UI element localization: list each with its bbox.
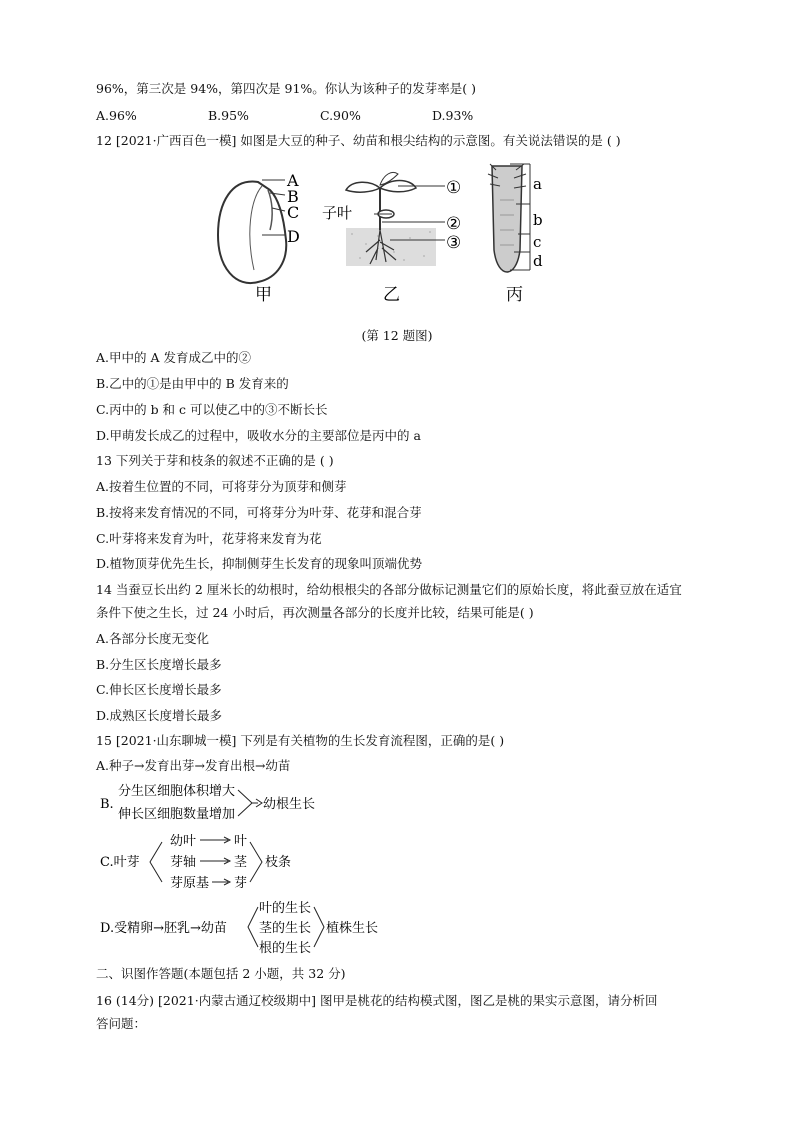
seedling-label-ziye: 子叶 (322, 204, 353, 222)
q11-tail: 96%，第三次是 94%，第四次是 91%。你认为该种子的发芽率是( ) (96, 81, 477, 96)
seed-label-b: B (287, 187, 299, 206)
flow-c-prefix: C.叶芽 (100, 855, 140, 870)
q13-option-c: C.叶芽将来发育为叶，花芽将来发育为花 (96, 531, 322, 546)
option-b: B.95% (207, 108, 249, 123)
q14-option-d: D.成熟区长度增长最多 (96, 708, 223, 723)
q14-option-b: B.分生区长度增长最多 (96, 657, 222, 672)
figure-yi-label: 乙 (383, 285, 400, 305)
root-label-d: d (533, 252, 543, 270)
q15-option-b-flow (100, 778, 360, 828)
seedling-label-1: ① (446, 178, 462, 198)
flow-b-top: 分生区细胞体积增大 (118, 784, 236, 799)
q12-option-c: C.丙中的 b 和 c 可以使乙中的③不断长长 (96, 402, 328, 417)
q12-figure (0, 160, 794, 330)
option-d: D.93% (431, 108, 474, 123)
q15-stem: 15 [2021·山东聊城一模] 下列是有关植物的生长发育流程图，正确的是( ) (96, 733, 505, 748)
seedling-diagram (346, 172, 445, 266)
seedling-label-3: ③ (446, 233, 462, 253)
q13-option-a: A.按着生位置的不同，可将芽分为顶芽和侧芽 (96, 479, 347, 494)
flow-d-mid-1: 叶的生长 (259, 901, 312, 916)
q15-option-c-flow (100, 830, 360, 892)
q12-option-b: B.乙中的①是由甲中的 B 发育来的 (96, 376, 289, 391)
flow-c-left-1: 幼叶 (170, 834, 197, 849)
figure-bing-label: 丙 (506, 285, 523, 305)
flow-c-right-2: 茎 (234, 855, 248, 870)
flow-d-prefix: D.受精卵→胚乳→幼苗 (100, 921, 227, 936)
q16-stem-2: 答问题： (96, 1016, 147, 1031)
q16-stem: 16 (14分) [2021·内蒙古通辽校级期中] 图甲是桃花的结构模式图，图乙是桃的果实示意图，请分析回 (96, 993, 658, 1008)
root-label-c: c (533, 233, 542, 251)
flow-d-mid-3: 根的生长 (259, 941, 312, 955)
section-2-heading: 二、识图作答题(本题包括 2 小题，共 32 分) (96, 966, 346, 981)
q14-option-c: C.伸长区长度增长最多 (96, 682, 222, 697)
flow-c-result: 枝条 (265, 855, 292, 870)
option-a: A.96% (96, 108, 137, 123)
seed-label-a: A (287, 171, 299, 190)
flow-d-mid-2: 茎的生长 (259, 921, 312, 936)
flow-b-bottom: 伸长区细胞数量增加 (118, 807, 236, 822)
option-c: C.90% (319, 108, 361, 123)
root-label-a: a (533, 175, 542, 193)
flow-b-result: 幼根生长 (263, 797, 316, 812)
q11-options (96, 108, 473, 124)
seed-diagram (218, 180, 286, 283)
seed-label-d: D (287, 227, 300, 246)
q15-option-d-flow (100, 899, 400, 955)
figure-jia-label: 甲 (255, 285, 272, 305)
root-tip-diagram (488, 164, 530, 272)
q14-option-a: A.各部分长度无变化 (96, 631, 210, 646)
q12-stem: 12 [2021·广西百色一模] 如图是大豆的种子、幼苗和根尖结构的示意图。有关说法错误的是 ( ) (96, 133, 621, 148)
q15-option-a: A.种子→发育出芽→发育出根→幼苗 (96, 758, 291, 773)
flow-c-left-2: 芽轴 (170, 855, 197, 870)
q13-option-d: D.植物顶芽优先生长，抑制侧芽生长发育的现象叫顶端优势 (96, 556, 423, 571)
q12-caption: (第 12 题图) (361, 328, 433, 343)
q14-stem: 14 当蚕豆长出约 2 厘米长的幼根时，给幼根根尖的各部分做标记测量它们的原始长度，将此蚕豆放在适宜 (96, 582, 682, 597)
q14-stem-2: 条件下使之生长，过 24 小时后，再次测量各部分的长度并比较，结果可能是( ) (96, 605, 534, 620)
flow-c-left-3: 芽原基 (170, 876, 210, 891)
flow-d-result: 植株生长 (326, 921, 379, 936)
flow-c-right-1: 叶 (234, 834, 248, 849)
q12-option-d: D.甲萌发长成乙的过程中，吸收水分的主要部位是丙中的 a (96, 428, 421, 443)
flow-b-prefix: B. (100, 797, 114, 812)
seed-label-c: C (287, 203, 300, 222)
q13-stem: 13 下列关于芽和枝条的叙述不正确的是 ( ) (96, 453, 334, 468)
q12-option-a: A.甲中的 A 发育成乙中的② (96, 350, 251, 365)
seedling-label-2: ② (446, 214, 462, 234)
root-label-b: b (533, 211, 543, 229)
q13-option-b: B.按将来发育情况的不同，可将芽分为叶芽、花芽和混合芽 (96, 505, 422, 520)
flow-c-right-3: 芽 (234, 876, 248, 891)
